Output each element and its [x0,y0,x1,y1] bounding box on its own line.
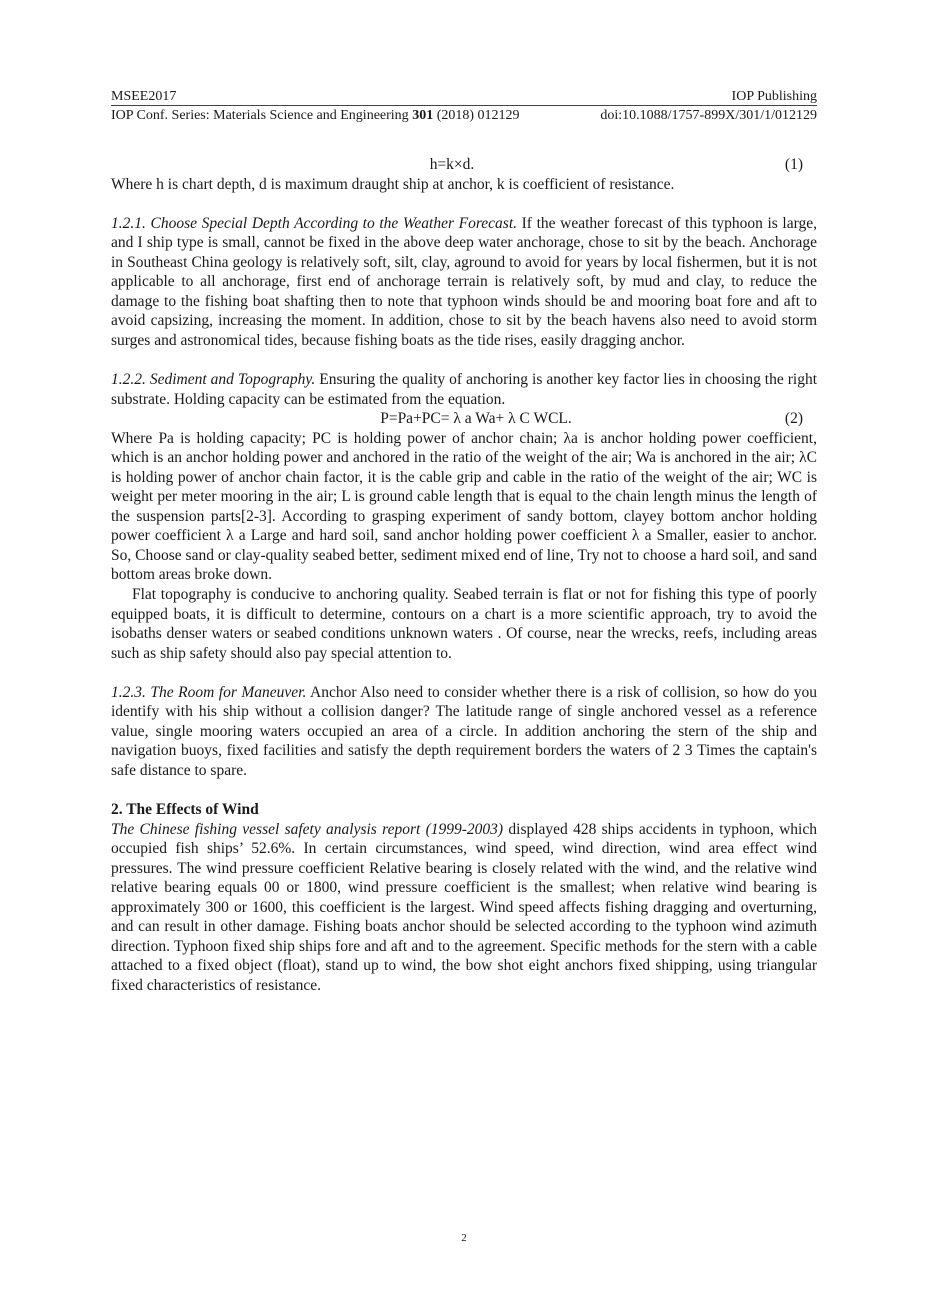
header-rule [111,105,817,106]
series-citation: IOP Conf. Series: Materials Science and Engineering 301 (2018) 012129 [111,108,520,123]
section-1-2-3: 1.2.3. The Room for Maneuver. Anchor Also need to consider whether there is a risk of collision, so how do you identify with his ship without a collision danger? The latitude range of single anchored vessel as a reference value, single mooring waters occupied an area of a circle. In addition anchoring the stern of the ship and navigation buoys, fixed facilities and satisfy the depth requirement borders the waters of 2 3 Times the captain's safe distance to spare. [111,683,817,779]
volume-number: 301 [412,108,434,123]
body-text [111,155,817,996]
conference-name: MSEE2017 [111,89,177,104]
section-1-2-3-title: 1.2.3. The Room for Maneuver. [111,683,307,701]
equation-1-expression: h=k×d. [429,156,475,173]
equation-1 [111,155,817,175]
section-1-2-1-title: 1.2.1. Choose Special Depth According to the Weather Forecast. [111,214,518,232]
where-paragraph-2: Where Pa is holding capacity; PC is holding power of anchor chain; λa is anchor holding power coefficient, which is an anchor holding power and anchored in the ratio of the weight of the air; Wa is anchored in the air; λC is holding power of anchor chain factor, it is the cable grip and cable in the ratio of the weight of the air; WC is weight per meter mooring in the air; L is ground cable length that is equal to the chain length minus the length of the suspension parts[2-3]. According to grasping experiment of sandy bottom, clayey bottom anchor holding power coefficient λ a Large and hard soil, sand anchor holding power coefficient λ a Smaller, easier to anchor. So, Choose sand or clay-quality seabed better, sediment mixed end of line, Try not to choose a hard soil, and sand bottom areas broke down. [111,429,817,584]
doi-text: doi:10.1088/1757-899X/301/1/012129 [600,108,817,123]
section-1-2-2-title: 1.2.2. Sediment and Topography. [111,371,316,389]
section-2-paragraph: The Chinese fishing vessel safety analysis report (1999-2003) displayed 428 ships accidents in typhoon, which occupied fish ships’ 52.6%. In certain circumstances, wind speed, wind direction, wind area effect wind pressures. The wind pressure coefficient Relative bearing is closely related with the wind, and the relative wind relative bearing equals 00 or 1800, wind pressure coefficient is the smallest; when relative wind bearing is approximately 300 or 1600, this coefficient is the largest. Wind speed affects fishing dragging and overturning, and can result in other damage. Fishing boats anchor should be selected according to the typhoon wind azimuth direction. Typhoon fixed ship ships fore and aft and to the agreement. Specific methods for the stern with a cable attached to a fixed object (float), stand up to wind, the bow shot eight anchors fixed shipping, using triangular fixed characteristics of resistance. [111,820,817,994]
equation-2-expression: P=Pa+PC= λ a Wa+ λ C WCL. [380,410,572,428]
running-header [111,89,817,105]
section-2-heading: 2. The Effects of Wind [111,801,259,819]
equation-2-number: (2) [784,410,803,428]
equation-1-number: (1) [784,156,803,173]
section-1-2-1: 1.2.1. Choose Special Depth According to the Weather Forecast. If the weather forecast of this typhoon is large, and I ship type is small, cannot be fixed in the above deep water anchorage, chose to sit by the beach. Anchorage in Southeast China geology is relatively soft, silt, clay, aground to avoid for years by local fishermen, but it is not applicable to all anchorage, first end of anchorage terrain is relatively soft, by mud and clay, to reduce the damage to the fishing boat shafting then to note that typhoon winds should be and mooring boat fore and aft to avoid capsizing, increasing the moment. In addition, chose to sit by the beach havens also need to avoid storm surges and astronomical tides, because fishing boats as the tide rises, easily dragging anchor. [111,214,817,349]
section-1-2-2: 1.2.2. Sediment and Topography. Ensuring the quality of anchoring is another key factor lies in choosing the right substrate. Holding capacity can be estimated from the equation. [111,371,817,408]
equation-2 [111,409,817,429]
where-paragraph-1: Where h is chart depth, d is maximum draught ship at anchor, k is coefficient of resistance. [111,175,675,193]
publisher-name: IOP Publishing [731,89,817,104]
page-number: 2 [461,1232,467,1244]
topography-paragraph: Flat topography is conducive to anchoring quality. Seabed terrain is flat or not for fishing this type of poorly equipped boats, it is difficult to determine, contours on a chart is a more scientific approach, try to avoid the isobaths denser waters or seabed conditions unknown waters . Of course, near the wrecks, reefs, including areas such as ship safety should also pay special attention to. [111,586,817,662]
citation-line [111,108,817,124]
report-title: The Chinese fishing vessel safety analysis report (1999-2003) [111,820,504,838]
